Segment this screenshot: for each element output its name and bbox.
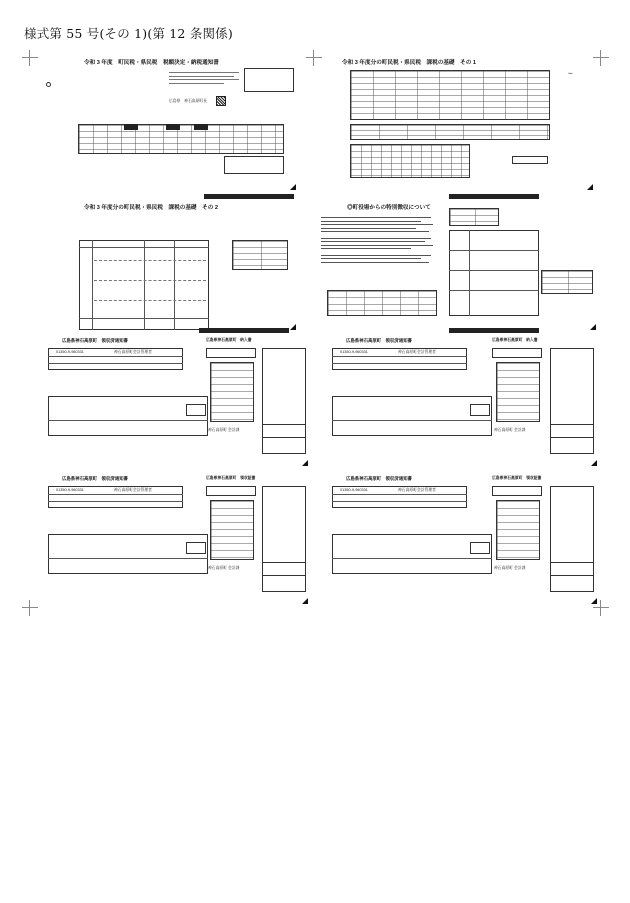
notice-panel [74,52,304,192]
table-header-cell [194,124,208,130]
slip-right-title: 広島県神石高原町 納入書 [206,338,252,342]
slip-receipt-stamp-box [550,424,594,454]
slip-date-box [470,404,490,416]
slip-stub-box [206,486,256,496]
special-collection-panel [319,200,597,330]
slip-title: 広島県神石高原町 領収済通知書 [346,338,412,343]
slip-stub-table [496,362,540,422]
corner-triangle-mark [302,598,308,604]
registration-mark [306,50,322,66]
payment-slip [320,474,597,606]
slip-title: 広島県神石高原町 領収済通知書 [62,338,128,343]
special-amount-table [449,230,539,316]
notes-box [224,156,284,174]
qr-code-image [216,96,226,106]
notice-title: 令和 3 年度 町民税・県民税 税額決定・納税通知書 [84,60,219,66]
slip-right-title: 広島県神石高原町 納入書 [492,338,538,342]
tax-notice-sheet-image [24,52,607,615]
form-number-header: 様式第 55 号(その 1)(第 12 条関係) [24,26,233,41]
income-table [350,70,550,120]
slip-stamp-label: 神石高原町 会計課 [494,428,526,432]
basis2-right-table [232,240,288,270]
slip-account-code: 01350-9-960331 [56,488,84,492]
tax-amount-table [78,124,284,154]
slip-right-title: 広島県神石高原町 領収証書 [206,476,256,480]
basis1-panel [342,52,597,192]
payment-slip [36,474,308,606]
deduction-table [350,124,550,140]
slip-date-box [470,542,490,554]
slip-stub-table [210,362,254,422]
punch-hole-mark [46,82,51,87]
slip-stub-table [210,500,254,560]
notice-explanation [169,70,239,83]
slip-stamp-label: 神石高原町 会計課 [208,566,240,570]
slip-stub-box [492,486,542,496]
slip-stamp-label: 神石高原町 会計課 [208,428,240,432]
slip-receipt-stamp-box [550,562,594,592]
payment-slip [36,336,308,468]
addressee-box [244,68,294,92]
slip-title: 広島県神石高原町 領収済通知書 [346,476,412,481]
slip-payee: 神石高原町会計管理者 [398,488,436,492]
payment-slip [320,336,597,468]
registration-mark [22,50,38,66]
slip-stub-box [206,348,256,358]
section-band [199,328,289,333]
table-header-cell [166,124,180,130]
section-band [204,194,294,199]
slip-payee: 神石高原町会計管理者 [114,488,152,492]
monthly-schedule-table [327,290,437,316]
slip-title: 広島県神石高原町 領収済通知書 [62,476,128,481]
basis2-title: 令和 3 年度分の町民税・県民税 課税の基礎 その 2 [84,205,218,211]
summary-table [541,270,593,294]
slip-payee: 神石高原町会計管理者 [114,350,152,354]
notice-issuer: 広島県 神石高原町長 [169,99,207,103]
special-collection-title: ◎町役場からの特別徴収について [347,205,431,211]
slip-account-code: 01350-9-960331 [340,488,368,492]
employer-info-table [449,208,499,226]
slip-amount-box [332,396,492,436]
dependent-table [350,144,470,178]
section-band [449,194,539,199]
slip-payee: 神石高原町会計管理者 [398,350,436,354]
slip-receipt-stamp-box [262,562,306,592]
corner-triangle-mark [587,184,593,190]
slip-right-title: 広島県神石高原町 領収証書 [492,476,542,480]
binding-number: ー [568,71,574,77]
slip-amount-box [332,534,492,574]
corner-triangle-mark [302,460,308,466]
slip-date-box [186,542,206,554]
section-band [449,328,539,333]
slip-stub-box [492,348,542,358]
slip-date-box [186,404,206,416]
slip-amount-box [48,534,208,574]
table-header-cell [124,124,138,130]
corner-triangle-mark [590,324,596,330]
corner-triangle-mark [591,460,597,466]
slip-amount-box [48,396,208,436]
remarks-box [512,156,548,164]
corner-triangle-mark [290,184,296,190]
slip-stub-table [496,500,540,560]
corner-triangle-mark [290,324,296,330]
slip-stamp-label: 神石高原町 会計課 [494,566,526,570]
slip-receipt-stamp-box [262,424,306,454]
slip-account-code: 01350-9-960331 [56,350,84,354]
basis2-panel [74,200,304,330]
corner-triangle-mark [591,598,597,604]
special-collection-text [321,214,439,262]
basis1-title: 令和 3 年度分の町民税・県民税 課税の基礎 その 1 [342,60,476,66]
slip-account-code: 01350-9-960331 [340,350,368,354]
